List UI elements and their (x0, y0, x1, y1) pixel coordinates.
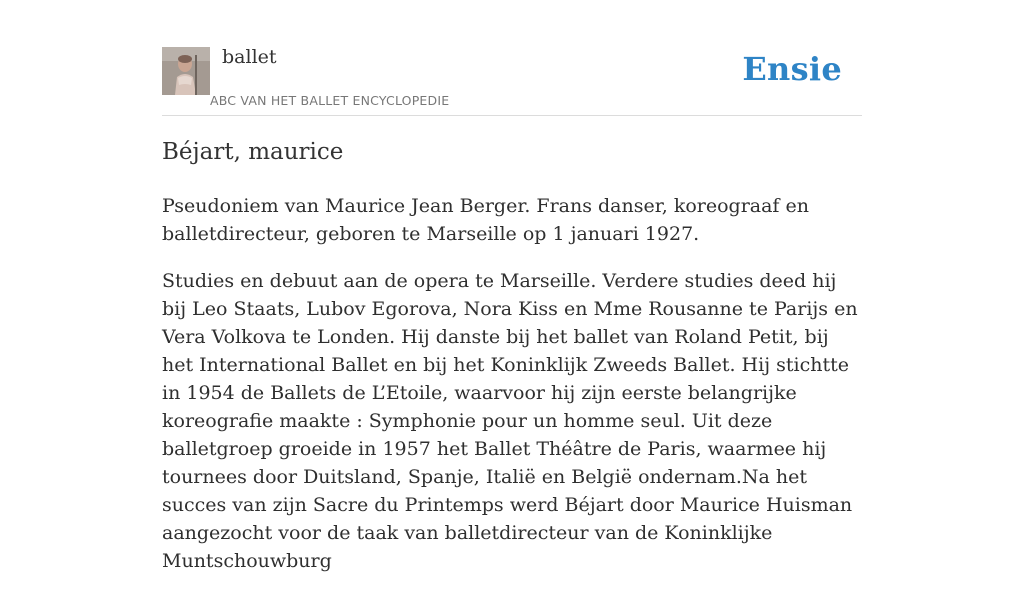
article-body (162, 192, 862, 594)
ensie-logo-link[interactable]: Ensie (742, 50, 842, 88)
article-paragraph: Pseudoniem van Maurice Jean Berger. Frans danser, koreograaf en balletdirecteur, geboren te Marseille op 1 januari 1927. (162, 195, 809, 245)
article-paragraph: Studies en debuut aan de opera te Marseille. Verdere studies deed hij bij Leo Staats, Lubov Egorova, Nora Kiss en Mme Rousanne te Parijs en Vera Volkova te Londen. Hij danste bij het ballet van Roland Petit, bij het International Ballet en bij het Koninklijk Zweeds Ballet. Hij stichtte in 1954 de Ballets de L’Etoile, waarvoor hij zijn eerste belangrijke koreografie maakte : Symphonie pour un homme seul. Uit deze balletgroep groeide in 1957 het Ballet Théâtre de Paris, waarmee hij tournees door Duitsland, Spanje, Italië en België ondernam.Na het succes van zijn Sacre du Printemps werd Béjart door Maurice Huisman aangezocht voor de taak van balletdirecteur van de Koninklijke Muntschouwburg (162, 270, 858, 572)
author-name-link[interactable]: ballet (222, 46, 277, 68)
header (162, 0, 862, 116)
author-avatar[interactable] (162, 47, 210, 95)
encyclopedia-subtitle-link[interactable]: ABC VAN HET BALLET ENCYCLOPEDIE (210, 93, 450, 108)
page (162, 0, 862, 572)
article-title: Béjart, maurice (162, 139, 344, 165)
ballerina-photo-icon (162, 47, 210, 95)
